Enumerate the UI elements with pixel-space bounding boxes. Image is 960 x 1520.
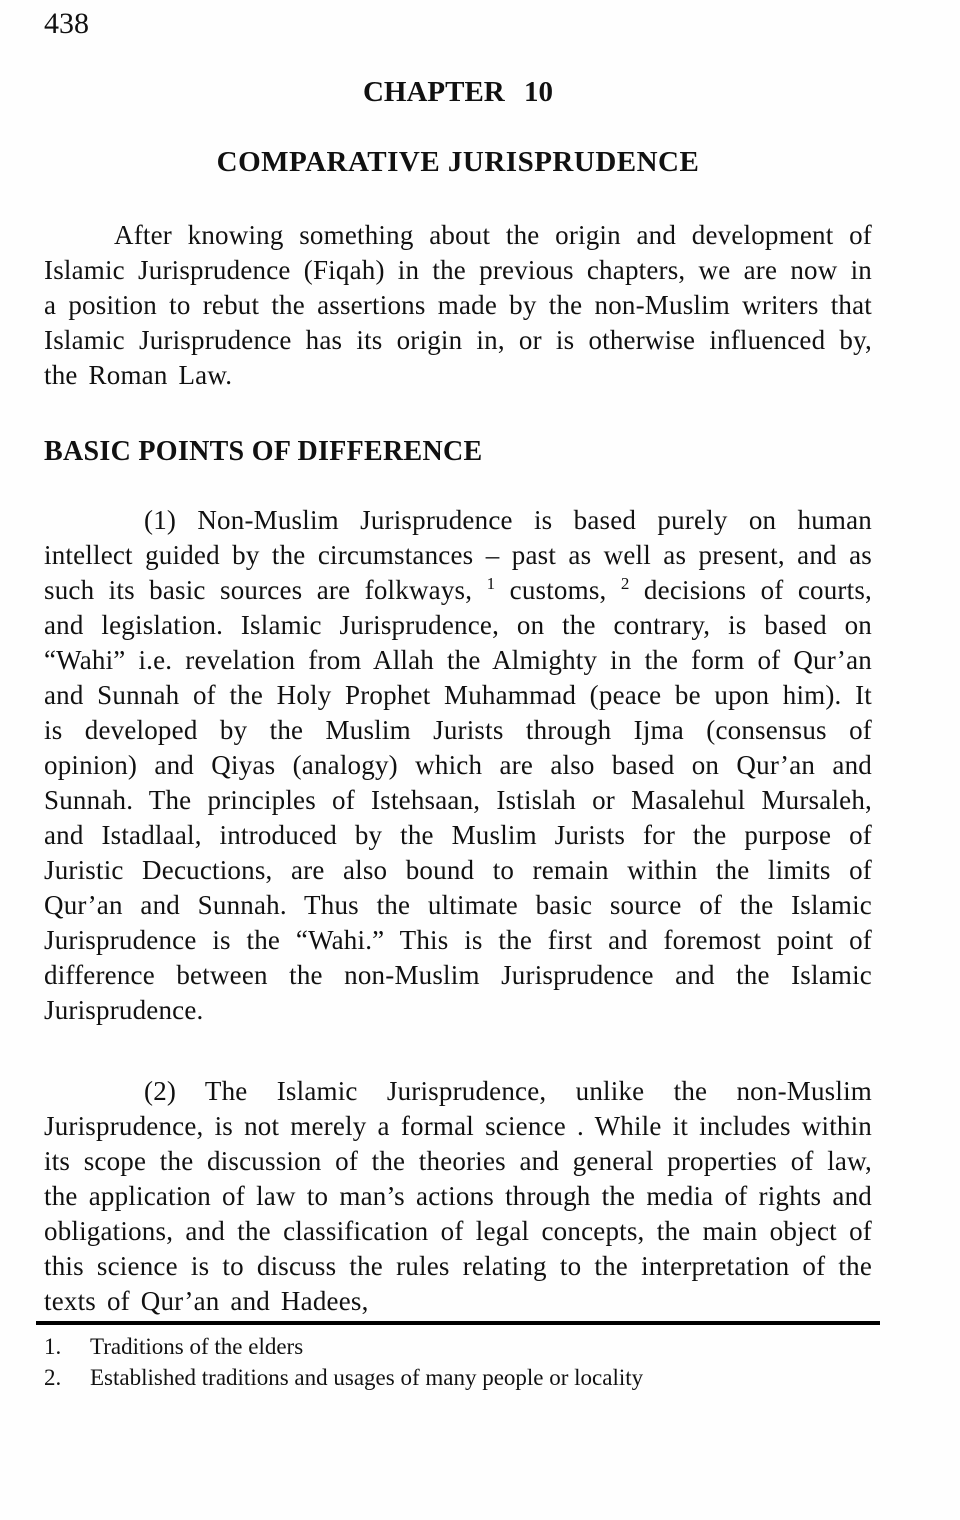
chapter-title: COMPARATIVE JURISPRUDENCE [216, 146, 700, 178]
text-segment: decisions of courts, and legislation. Islamic Jurisprudence, on the contrary, is based on “Wahi” i.e. revelation from Allah the Almighty in the form of Qur’an and Sunnah of the Holy Prophet Muhammad (peace be upon him). It is developed by the Muslim Jurists through Ijma (consensus of opinion) and Qiyas (analogy) which are also based on Qur’an and Sunnah. The principles of Istehsaan, Istislah or Masalehul Mursaleh, and Istadlaal, introduced by the Muslim Jurists for the purpose of Juristic Decuctions, are also bound to remain within the limits of Qur’an and Sunnah. Thus the ultimate basic source of the Islamic Jurisprudence is the “Wahi.” This is the first and foremost point of difference between the non-Muslim Jurisprudence and the Islamic Jurisprudence. [44, 575, 872, 1025]
text-segment: (1) Non-Muslim Jurisprudence is based purely on human intellect guided by the circumstances – past as well as present, and as such its basic sources are folkways, [44, 505, 872, 605]
paragraph-point-2: (2) The Islamic Jurisprudence, unlike the non-Muslim Jurisprudence, is not merely a formal science . While it includes within its scope the discussion of the theories and general properties of law, the application of law to man’s actions through the media of rights and obligations, and the classification of legal concepts, the main object of this science is to discuss the rules relating to the interpretation of the texts of Qur’an and Hadees, [44, 1076, 872, 1316]
text-segment: customs, [495, 575, 621, 605]
page-number: 438 [44, 7, 89, 40]
footnote-number: 1. [44, 1334, 62, 1359]
footnote-text: Established traditions and usages of many people or locality [90, 1365, 644, 1390]
footnote-ref-2: 2 [620, 574, 630, 593]
footnote-text: Traditions of the elders [90, 1334, 304, 1359]
footnote-separator [36, 1321, 880, 1325]
section-heading: BASIC POINTS OF DIFFERENCE [44, 436, 483, 467]
intro-paragraph: After knowing something about the origin and development of Islamic Jurisprudence (Fiqah) in the previous chapters, we are now in a position to rebut the assertions made by the non-Muslim writers that Islamic Jurisprudence has its origin in, or is otherwise influenced by, the Roman Law. [44, 220, 872, 390]
footnote-number: 2. [44, 1365, 62, 1390]
paragraph-point-1 [44, 503, 872, 1028]
chapter-heading: CHAPTER 10 [362, 76, 554, 108]
footnote-item [44, 1331, 872, 1362]
footnote-item [44, 1362, 872, 1393]
footnote-ref-1: 1 [486, 574, 496, 593]
footnotes [44, 1331, 872, 1393]
